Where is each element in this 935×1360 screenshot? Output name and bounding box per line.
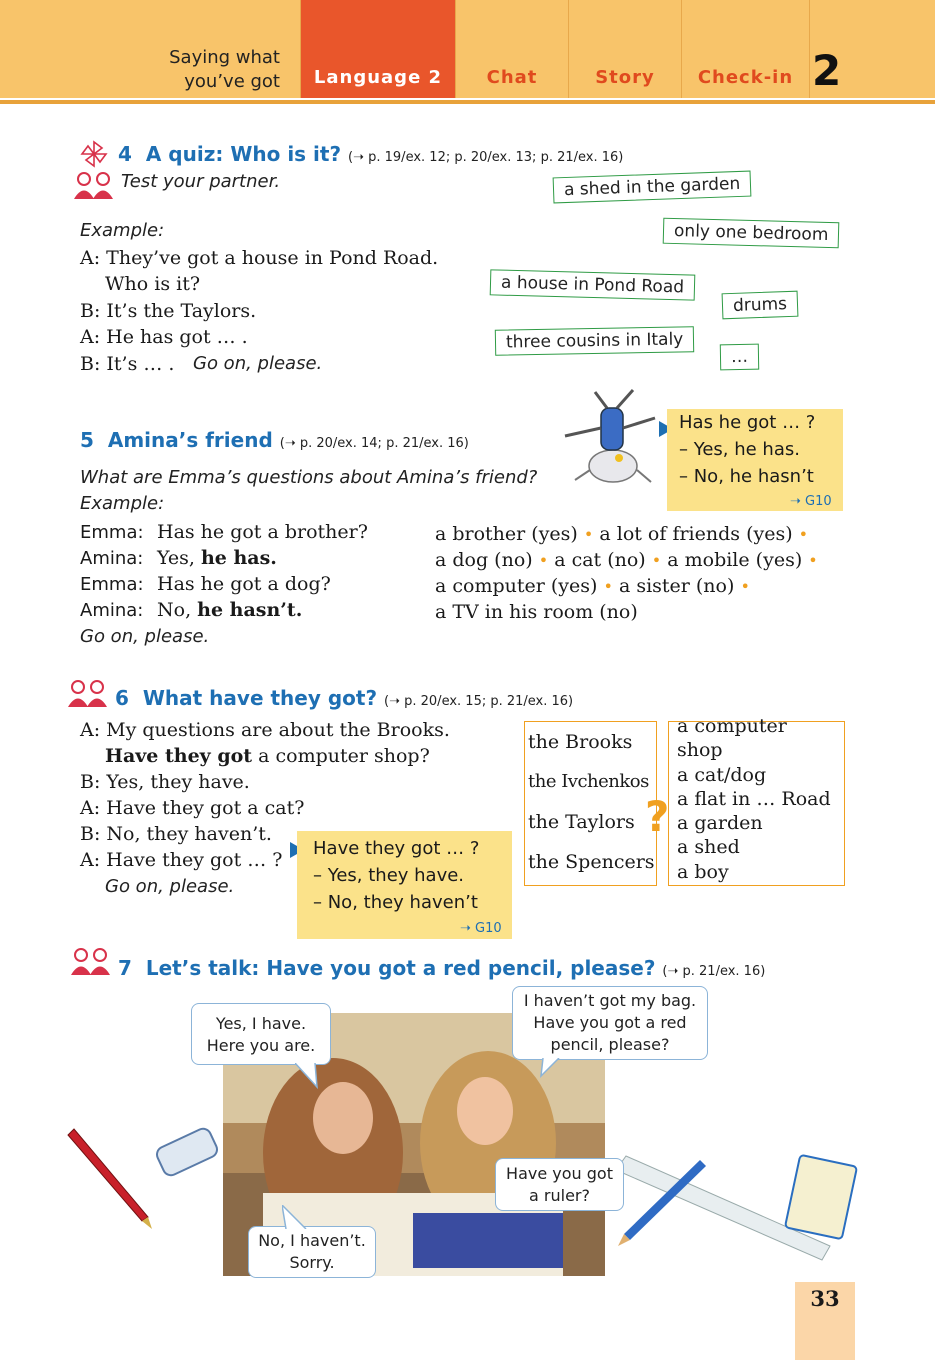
family-ivchenkos: the Ivchenkos <box>528 771 649 792</box>
ex5-dialog-2: Amina: Yes, he has. <box>80 547 277 569</box>
ex4-example-label: Example: <box>80 220 165 241</box>
pen-and-eraser-illustration <box>62 1125 222 1230</box>
ex4-instruction: Test your partner. <box>121 171 281 192</box>
question-mark-icon: ? <box>645 792 670 841</box>
family-spencers: the Spencers <box>528 851 655 873</box>
ex5-grammar-ref-link[interactable]: ➝ G10 <box>790 494 832 509</box>
ex6-reference: (➝ p. 20/ex. 15; p. 21/ex. 16) <box>384 694 574 709</box>
ex6-line-5: B: No, they haven’t. <box>80 823 272 845</box>
tag-cousins: three cousins in Italy <box>495 326 695 355</box>
ex5-dialog-4: Amina: No, he hasn’t. <box>80 599 303 621</box>
ex6-grammar-line-1: Have they got … ? <box>313 838 480 859</box>
thing-item: shop <box>677 739 723 762</box>
ex5-grammar-line-3: – No, he hasn’t <box>679 466 814 487</box>
page-number: 33 <box>810 1286 840 1311</box>
ex6-go-on: Go on, please. <box>105 876 235 897</box>
speech-bubble-pencil: I haven’t got my bag. Have you got a red pencil, please? <box>512 986 708 1060</box>
chapter-title: Saying what you’ve got <box>169 47 280 92</box>
ex6-grammar-line-3: – No, they haven’t <box>313 892 478 913</box>
thing-item: a computer <box>677 715 787 737</box>
bubble-tail <box>295 1063 325 1089</box>
ex4-heading: 4 A quiz: Who is it? (➝ p. 19/ex. 12; p. 20/ex. 13; p. 21/ex. 16) <box>118 142 624 166</box>
pinwheel-icon <box>80 140 108 168</box>
ex5-go-on: Go on, please. <box>80 626 210 647</box>
header-divider <box>809 0 810 98</box>
ex4-line-4: A: He has got … . <box>80 326 248 348</box>
bubble-tail <box>282 1205 312 1229</box>
tag-house: a house in Pond Road <box>490 269 696 300</box>
pair-work-icon <box>65 678 111 708</box>
ex6-line-6: A: Have they got … ? <box>80 849 283 871</box>
tab-chat[interactable]: Chat <box>455 0 568 98</box>
tag-shed: a shed in the garden <box>553 171 752 204</box>
pair-work-icon <box>68 946 114 976</box>
thing-item: a boy <box>677 860 729 883</box>
ruler-and-pencil-illustration <box>612 1150 862 1270</box>
family-taylors: the Taylors <box>528 811 635 833</box>
speech-bubble-sorry: No, I haven’t. Sorry. <box>248 1226 376 1278</box>
thing-item: a cat/dog <box>677 763 767 786</box>
tag-drums: drums <box>722 291 799 320</box>
ex5-reference: (➝ p. 20/ex. 14; p. 21/ex. 16) <box>279 436 469 451</box>
ex7-reference: (➝ p. 21/ex. 16) <box>662 964 766 979</box>
ex6-line-3: B: Yes, they have. <box>80 771 250 793</box>
ex6-line-4: A: Have they got a cat? <box>80 797 305 819</box>
ex4-line-2: Who is it? <box>105 273 201 295</box>
header-underline <box>0 100 935 104</box>
pair-work-icon <box>72 170 116 200</box>
ex4-go-on: Go on, please. <box>193 353 323 374</box>
ex5-example-label: Example: <box>80 493 165 514</box>
ex5-heading: 5 Amina’s friend (➝ p. 20/ex. 14; p. 21/ex. 16) <box>80 428 469 452</box>
bubble-tail <box>537 1058 567 1078</box>
tag-bedroom: only one bedroom <box>663 218 840 249</box>
ex4-line-5: B: It’s … . <box>80 353 175 375</box>
ex5-items-line-4: a TV in his room (no) <box>435 601 638 623</box>
ex5-question: What are Emma’s questions about Amina’s friend? <box>80 467 538 488</box>
ex5-dialog-3: Emma: Has he got a dog? <box>80 573 331 595</box>
speech-bubble-yes: Yes, I have. Here you are. <box>191 1003 331 1065</box>
ex5-grammar-line-2: – Yes, he has. <box>679 439 800 460</box>
tag-ellipsis: … <box>720 344 759 371</box>
ex7-heading: 7 Let’s talk: Have you got a red pencil, please? (➝ p. 21/ex. 16) <box>118 956 766 980</box>
ex6-line-1: A: My questions are about the Brooks. <box>80 719 450 741</box>
ex6-grammar-line-2: – Yes, they have. <box>313 865 465 886</box>
thing-item: a flat in … Road <box>677 787 831 810</box>
ex5-grammar-line-1: Has he got … ? <box>679 412 816 433</box>
ex4-reference: (➝ p. 19/ex. 12; p. 20/ex. 13; p. 21/ex. 16) <box>348 150 624 165</box>
unit-number: 2 <box>812 46 842 95</box>
ex6-line-2: Have they got a computer shop? <box>105 745 430 767</box>
things-list <box>677 714 831 884</box>
ex5-items-line-3: a computer (yes) • a sister (no) • <box>435 575 750 597</box>
ex6-heading: 6 What have they got? (➝ p. 20/ex. 15; p. 21/ex. 16) <box>115 686 574 710</box>
ex5-dialog-1: Emma: Has he got a brother? <box>80 521 368 543</box>
ex4-line-3: B: It’s the Taylors. <box>80 300 257 322</box>
tab-check-in[interactable]: Check-in <box>681 0 809 98</box>
thing-item: a garden <box>677 812 763 835</box>
thing-item: a shed <box>677 836 740 859</box>
tab-story[interactable]: Story <box>568 0 681 98</box>
ex5-items-line-1: a brother (yes) • a lot of friends (yes) • <box>435 523 809 545</box>
speech-bubble-ruler: Have you got a ruler? <box>495 1158 624 1211</box>
ex6-grammar-ref-link[interactable]: ➝ G10 <box>460 921 502 936</box>
cartoon-mascot-illustration <box>555 388 667 490</box>
ex4-line-1: A: They’ve got a house in Pond Road. <box>80 247 439 269</box>
ex5-items-line-2: a dog (no) • a cat (no) • a mobile (yes) • <box>435 549 818 571</box>
tab-language-2[interactable]: Language 2 <box>300 0 455 98</box>
family-brooks: the Brooks <box>528 731 633 753</box>
